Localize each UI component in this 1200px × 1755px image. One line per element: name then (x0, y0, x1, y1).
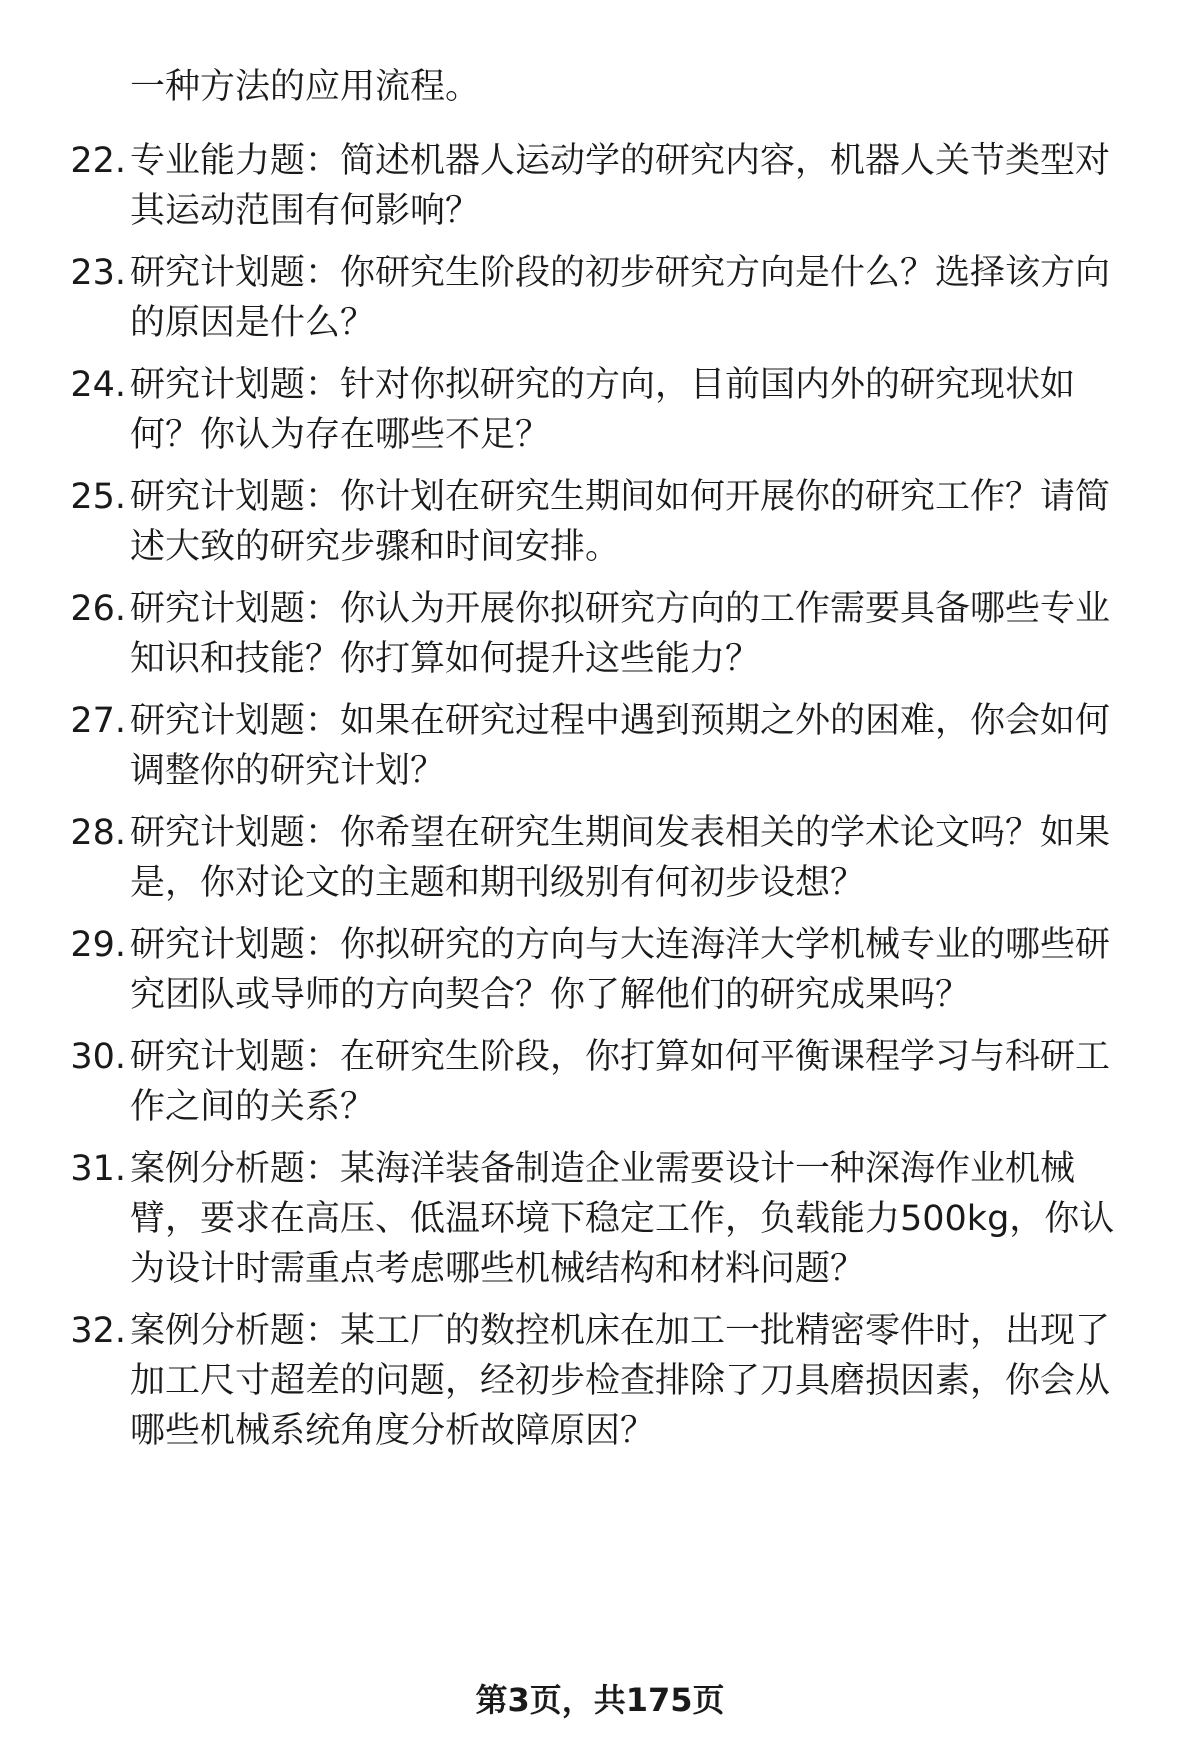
question-item (0, 1306, 1200, 1456)
question-list (0, 136, 1200, 1468)
question-item (0, 360, 1200, 460)
question-item (0, 920, 1200, 1020)
question-number: 24. (70, 365, 126, 405)
question-text: 研究计划题：你计划在研究生期间如何开展你的研究工作？请简述大致的研究步骤和时间安排。 (130, 477, 1111, 567)
question-item (0, 248, 1200, 348)
question-text: 研究计划题：你认为开展你拟研究方向的工作需要具备哪些专业知识和技能？你打算如何提升这些能力？ (130, 589, 1111, 679)
question-number: 28. (70, 813, 126, 853)
question-number: 31. (70, 1149, 126, 1189)
question-text: 专业能力题：简述机器人运动学的研究内容，机器人关节类型对其运动范围有何影响？ (130, 141, 1111, 231)
question-item (0, 1144, 1200, 1294)
question-text: 研究计划题：你拟研究的方向与大连海洋大学机械专业的哪些研究团队或导师的方向契合？你了解他们的研究成果吗？ (130, 925, 1111, 1015)
question-text: 研究计划题：你希望在研究生期间发表相关的学术论文吗？如果是，你对论文的主题和期刊级别有何初步设想？ (130, 813, 1111, 903)
question-number: 25. (70, 477, 126, 517)
question-item (0, 808, 1200, 908)
question-number: 27. (70, 701, 126, 741)
question-number: 30. (70, 1037, 126, 1077)
question-item (0, 696, 1200, 796)
question-text: 研究计划题：针对你拟研究的方向，目前国内外的研究现状如何？你认为存在哪些不足？ (130, 365, 1076, 455)
question-item (0, 1032, 1200, 1132)
question-text: 案例分析题：某工厂的数控机床在加工一批精密零件时，出现了加工尺寸超差的问题，经初步检查排除了刀具磨损因素，你会从哪些机械系统角度分析故障原因？ (130, 1311, 1111, 1451)
question-text: 研究计划题：如果在研究过程中遇到预期之外的困难，你会如何调整你的研究计划？ (130, 701, 1111, 791)
question-item (0, 472, 1200, 572)
question-number: 26. (70, 589, 126, 629)
question-item (0, 136, 1200, 236)
continuation-text: 一种方法的应用流程。 (130, 67, 481, 107)
question-number: 23. (70, 253, 126, 293)
question-text: 案例分析题：某海洋装备制造企业需要设计一种深海作业机械臂，要求在高压、低温环境下稳定工作，负载能力500kg，你认为设计时需重点考虑哪些机械结构和材料问题？ (130, 1149, 1115, 1289)
question-number: 32. (70, 1311, 126, 1351)
question-text: 研究计划题：在研究生阶段，你打算如何平衡课程学习与科研工作之间的关系？ (130, 1037, 1111, 1127)
question-number: 22. (70, 141, 126, 181)
question-text: 研究计划题：你研究生阶段的初步研究方向是什么？选择该方向的原因是什么？ (130, 253, 1111, 343)
question-number: 29. (70, 925, 126, 965)
question-item (0, 584, 1200, 684)
page-footer: 第3页，共175页 (475, 1681, 725, 1719)
